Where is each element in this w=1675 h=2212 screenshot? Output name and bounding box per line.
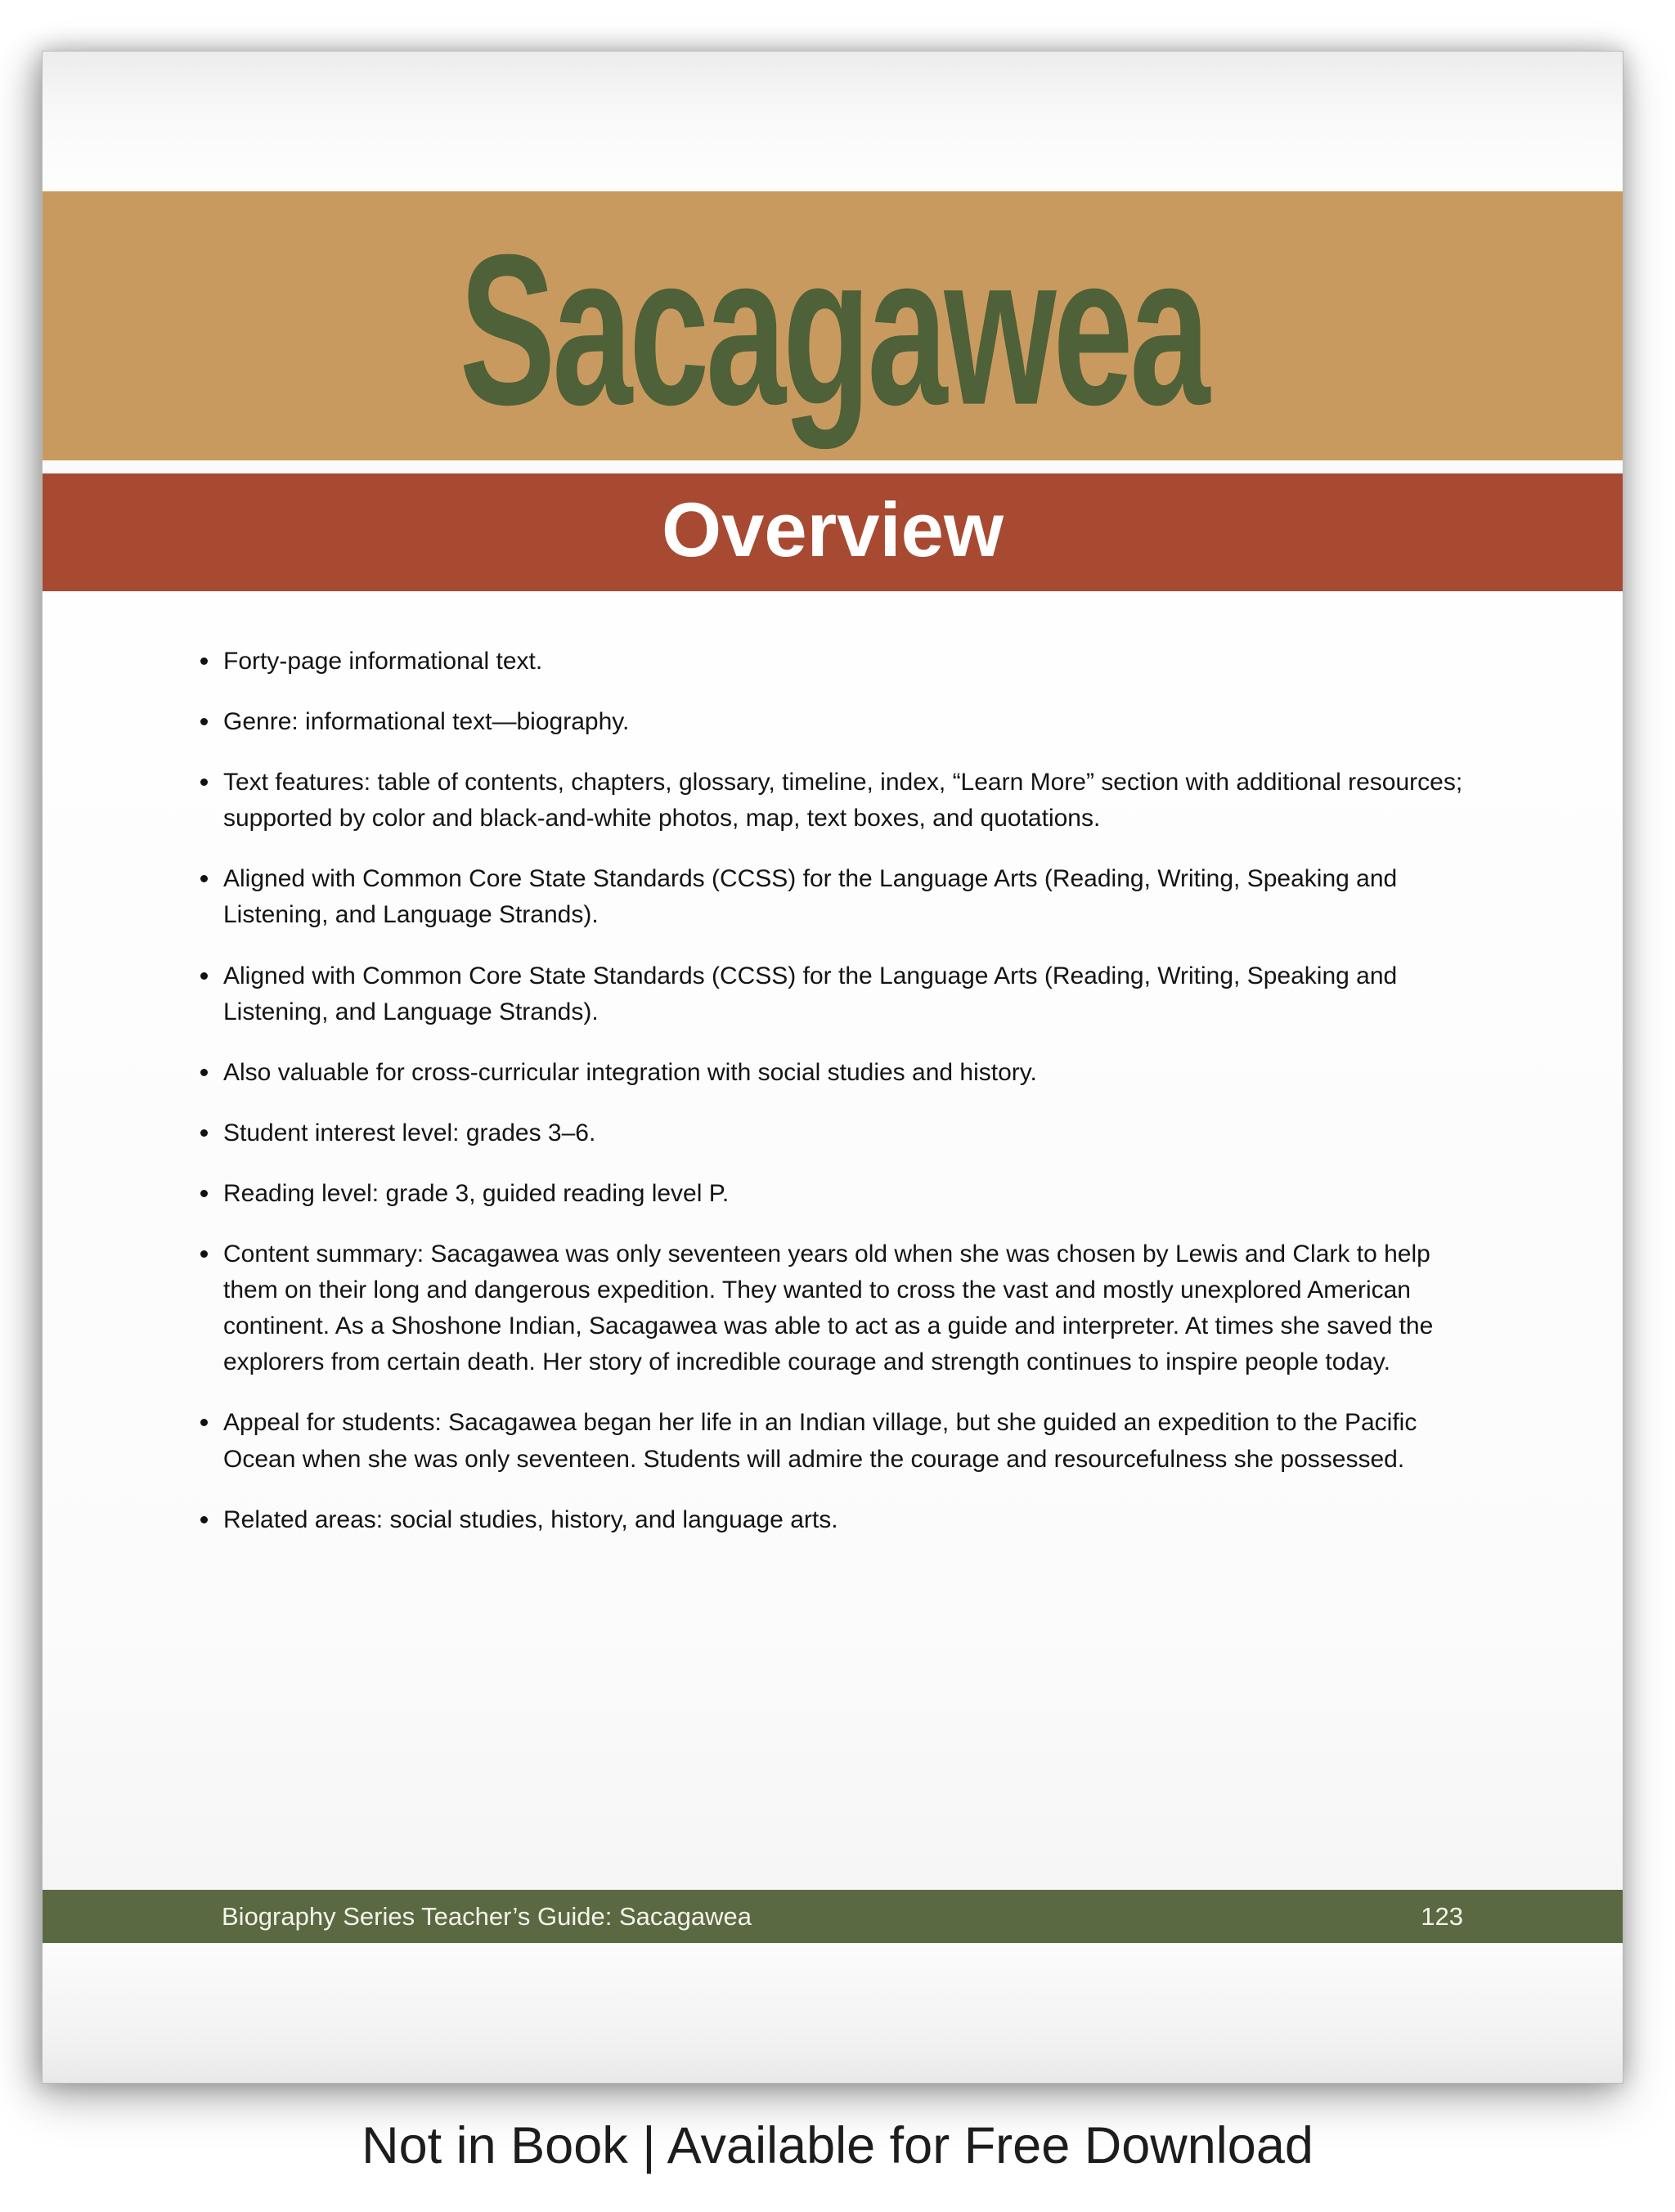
title-banner	[43, 191, 1623, 460]
overview-bullet: Text features: table of contents, chapters, glossary, timeline, index, “Learn More” section with additional resources; supported by color and black-and-white photos, map, text boxes, and quotations.	[199, 765, 1478, 837]
document-page	[42, 51, 1623, 2084]
overview-bullet: Appeal for students: Sacagawea began her life in an Indian village, but she guided an expedition to the Pacific Ocean when she was only seventeen. Students will admire the courage and resourcefulness she possessed.	[199, 1405, 1478, 1477]
overview-content	[43, 591, 1623, 1890]
section-title: Overview	[661, 487, 1004, 572]
footer-bar	[43, 1890, 1623, 1943]
overview-bullet-list	[199, 644, 1478, 1538]
bottom-caption: Not in Book | Available for Free Download	[361, 2117, 1314, 2174]
section-banner	[43, 473, 1623, 591]
overview-bullet: Aligned with Common Core State Standards (CCSS) for the Language Arts (Reading, Writing, Speaking and Listening, and Language Strands).	[199, 958, 1478, 1030]
banner-divider-gap	[43, 460, 1623, 473]
footer-guide-title: Biography Series Teacher’s Guide: Sacagawea	[222, 1901, 752, 1931]
book-title: Sacagawea	[459, 210, 1206, 450]
overview-bullet: Also valuable for cross-curricular integration with social studies and history.	[199, 1055, 1478, 1091]
overview-bullet: Related areas: social studies, history, and language arts.	[199, 1502, 1478, 1538]
overview-bullet: Aligned with Common Core State Standards (CCSS) for the Language Arts (Reading, Writing, Speaking and Listening, and Language Strands).	[199, 861, 1478, 933]
overview-bullet: Genre: informational text—biography.	[199, 704, 1478, 740]
overview-bullet: Reading level: grade 3, guided reading level P.	[199, 1176, 1478, 1212]
page-bottom-margin	[43, 1943, 1623, 2083]
overview-bullet: Content summary: Sacagawea was only seventeen years old when she was chosen by Lewis and Clark to help them on their long and dangerous expedition. They wanted to cross the vast and mostly unexplored American continent. As a Shoshone Indian, Sacagawea was able to act as a guide and interpreter. At times she saved the explorers from certain death. Her story of incredible courage and strength continues to inspire people today.	[199, 1236, 1478, 1380]
footer-page-number: 123	[1421, 1901, 1463, 1931]
page-top-margin	[43, 52, 1623, 191]
overview-bullet: Forty-page informational text.	[199, 644, 1478, 680]
overview-bullet: Student interest level: grades 3–6.	[199, 1115, 1478, 1151]
